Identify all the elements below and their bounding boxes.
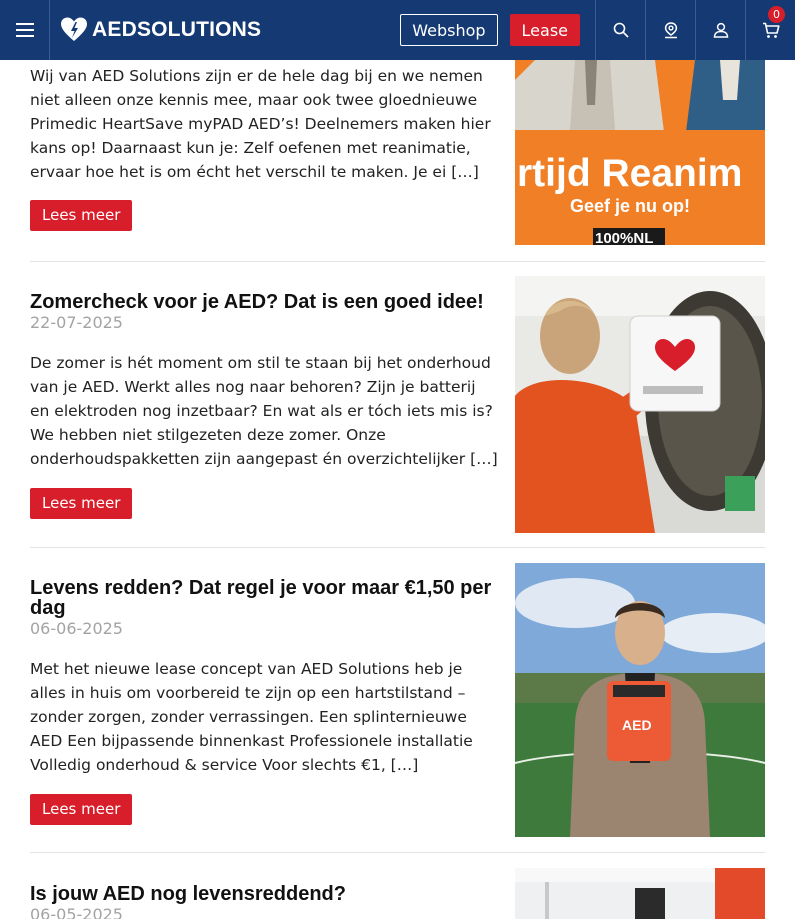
logo-text: AEDSOLUTIONS: [92, 18, 262, 41]
cart-icon: [762, 22, 780, 39]
read-more-button[interactable]: Lees meer: [30, 794, 132, 825]
cart-button[interactable]: [745, 0, 795, 60]
article-title[interactable]: Zomercheck voor je AED? Dat is een goed idee!: [30, 291, 484, 313]
cart-count-badge: 0: [768, 6, 785, 23]
article-excerpt: Met het nieuwe lease concept van AED Solutions heb je alles in huis om voorbereid te zijn op een hartstilstand – zonder zorgen, zonder verrassingen. Een splinternieuwe AED Een bijpassende binnenkast Professionele installatie Volledig onderhoud & service Voor slechts €1, […]: [30, 660, 473, 774]
search-icon: [613, 22, 629, 38]
read-more-button[interactable]: Lees meer: [30, 200, 132, 231]
user-icon: [713, 22, 729, 38]
menu-icon: [16, 23, 34, 37]
article-photo: [515, 868, 765, 919]
header-spacer: [261, 0, 400, 60]
read-more-button[interactable]: Lees meer: [30, 488, 132, 519]
article-divider: [30, 547, 765, 548]
banner-brand: 100%NL: [595, 230, 654, 245]
article-image[interactable]: [515, 276, 765, 533]
article-divider: [30, 261, 765, 262]
article-title[interactable]: Levens redden? Dat regel je voor maar €1,50 per dag: [30, 577, 492, 619]
banner-subline: Geef je nu op!: [570, 196, 691, 216]
heart-logo-icon: [60, 16, 88, 44]
lease-button[interactable]: Lease: [510, 14, 580, 46]
article-divider: [30, 852, 765, 853]
article-date: 06-05-2025: [30, 905, 123, 919]
aed-device-label: AED: [622, 717, 652, 733]
site-logo[interactable]: [50, 0, 261, 60]
search-button[interactable]: [595, 0, 645, 60]
account-button[interactable]: [695, 0, 745, 60]
man-holding-aed-photo: [515, 563, 765, 837]
article-excerpt: De zomer is hét moment om stil te staan bij het onderhoud van je AED. Werkt alles nog naar behoren? Zijn je batterij en elektroden nog inzetbaar? En wat als er tóch iets mis is? We hebben niet stilgezeten deze zomer. Onze onderhoudspakketten zijn aangepast én overzichtelijker […]: [30, 354, 498, 468]
article-excerpt: Wij van AED Solutions zijn er de hele dag bij en we nemen niet alleen onze kennis mee, maar ook twee gloednieuwe Primedic HeartSave myPAD AED’s! Deelnemers maken hier kans op! Daarnaast kun je: Zelf oefenen met reanimatie, ervaar hoe het is om écht het verschil te maken. Je ei […]: [30, 67, 491, 181]
location-pin-icon: [663, 22, 679, 39]
article-image[interactable]: [515, 868, 765, 919]
article-image[interactable]: [515, 563, 765, 837]
event-banner-image: [515, 60, 765, 245]
article-date: 06-06-2025: [30, 619, 123, 638]
top-navigation-bar: [0, 0, 795, 60]
banner-headline: rtijd Reanim: [517, 152, 743, 195]
webshop-button[interactable]: Webshop: [400, 14, 497, 46]
location-button[interactable]: [645, 0, 695, 60]
article-title[interactable]: Is jouw AED nog levensreddend?: [30, 883, 346, 905]
article-image[interactable]: [515, 60, 765, 245]
article-date: 22-07-2025: [30, 313, 123, 332]
aed-cabinet-photo: [515, 276, 765, 533]
menu-button[interactable]: [0, 0, 50, 60]
